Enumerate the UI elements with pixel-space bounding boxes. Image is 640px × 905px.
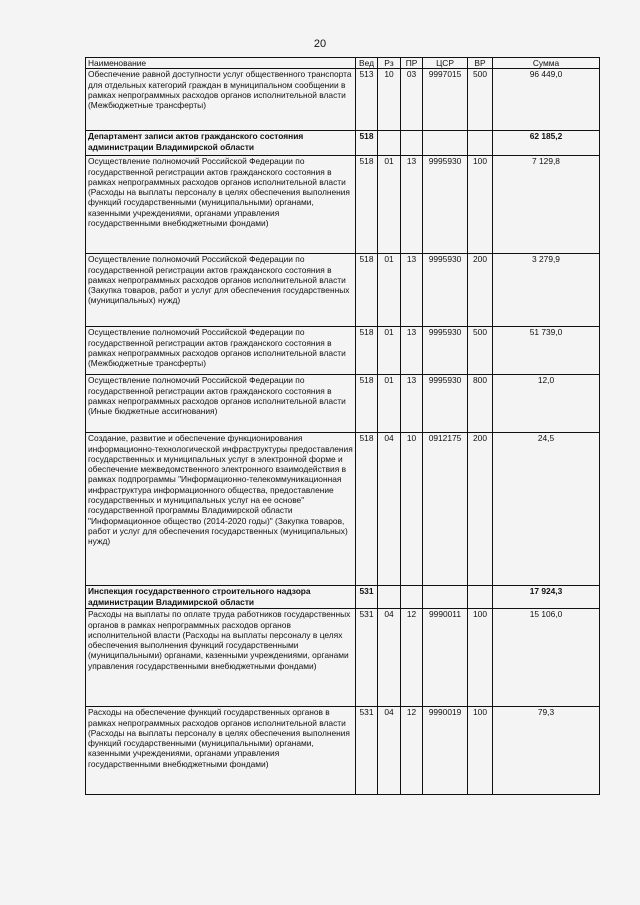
row-vr: 100 xyxy=(468,707,493,795)
row-pr: 12 xyxy=(401,707,423,795)
row-vr: 200 xyxy=(468,254,493,327)
row-vr xyxy=(468,586,493,609)
budget-table xyxy=(85,57,600,795)
table-row xyxy=(86,375,600,433)
table-row xyxy=(86,707,600,795)
row-sum: 96 449,0 xyxy=(493,69,600,131)
row-pr: 10 xyxy=(401,433,423,586)
row-csr xyxy=(423,131,468,156)
row-rz: 04 xyxy=(378,609,401,707)
row-sum: 15 106,0 xyxy=(493,609,600,707)
row-pr: 13 xyxy=(401,375,423,433)
row-rz xyxy=(378,131,401,156)
row-ved: 518 xyxy=(356,254,378,327)
row-vr: 800 xyxy=(468,375,493,433)
row-name: Департамент записи актов гражданского состояния администрации Владимирской области xyxy=(86,131,356,156)
row-csr: 9995930 xyxy=(423,375,468,433)
table-row xyxy=(86,131,600,156)
row-vr: 200 xyxy=(468,433,493,586)
table-row xyxy=(86,327,600,375)
row-rz: 01 xyxy=(378,375,401,433)
row-rz: 04 xyxy=(378,707,401,795)
table-row xyxy=(86,586,600,609)
row-ved: 518 xyxy=(356,327,378,375)
row-sum: 79,3 xyxy=(493,707,600,795)
row-rz: 01 xyxy=(378,156,401,254)
row-pr: 13 xyxy=(401,156,423,254)
row-pr xyxy=(401,131,423,156)
page-number: 20 xyxy=(313,38,327,50)
row-name: Обеспечение равной доступности услуг общественного транспорта для отдельных категорий граждан в муниципальном сообщении в рамках непрограммных расходов органов исполнительной власти (Межбюджетные трансферты) xyxy=(86,69,356,131)
row-csr: 9995930 xyxy=(423,156,468,254)
row-ved: 531 xyxy=(356,609,378,707)
header-csr: ЦСР xyxy=(423,58,468,69)
row-rz: 10 xyxy=(378,69,401,131)
row-vr: 100 xyxy=(468,156,493,254)
row-csr xyxy=(423,586,468,609)
table-row xyxy=(86,254,600,327)
row-vr: 500 xyxy=(468,327,493,375)
row-sum: 62 185,2 xyxy=(493,131,600,156)
row-ved: 518 xyxy=(356,375,378,433)
header-rz: Рз xyxy=(378,58,401,69)
header-pr: ПР xyxy=(401,58,423,69)
header-ved: Вед xyxy=(356,58,378,69)
row-vr xyxy=(468,131,493,156)
row-ved: 531 xyxy=(356,707,378,795)
row-ved: 513 xyxy=(356,69,378,131)
row-csr: 9997015 xyxy=(423,69,468,131)
row-pr: 12 xyxy=(401,609,423,707)
row-name: Осуществление полномочий Российской Федерации по государственной регистрации актов гражданского состояния в рамках непрограммных расходов органов исполнительной власти (Иные бюджетные ассигнования) xyxy=(86,375,356,433)
row-csr: 0912175 xyxy=(423,433,468,586)
row-ved: 531 xyxy=(356,586,378,609)
row-rz xyxy=(378,586,401,609)
row-name: Осуществление полномочий Российской Федерации по государственной регистрации актов гражданского состояния в рамках непрограммных расходов органов исполнительной власти (Межбюджетные трансферты) xyxy=(86,327,356,375)
row-sum: 12,0 xyxy=(493,375,600,433)
row-name: Расходы на обеспечение функций государственных органов в рамках непрограммных расходов органов исполнительной власти (Расходы на выплаты персоналу в целях обеспечения выполнения функций государственными (муниципальными) органами, казенными учреждениями, органами управления государственными внебюджетными фондами) xyxy=(86,707,356,795)
row-sum: 24,5 xyxy=(493,433,600,586)
table-header-row xyxy=(86,58,600,69)
row-sum: 17 924,3 xyxy=(493,586,600,609)
row-sum: 3 279,9 xyxy=(493,254,600,327)
row-pr: 13 xyxy=(401,327,423,375)
table-row xyxy=(86,69,600,131)
row-name: Осуществление полномочий Российской Федерации по государственной регистрации актов гражданского состояния в рамках непрограммных расходов органов исполнительной власти (Расходы на выплаты персоналу в целях обеспечения выполнения функций государственными (муниципальными) органами, казенными учреждениями, органами управления государственными внебюджетными фондами) xyxy=(86,156,356,254)
row-csr: 9990011 xyxy=(423,609,468,707)
header-sum: Сумма xyxy=(493,58,600,69)
row-rz: 01 xyxy=(378,327,401,375)
header-name: Наименование xyxy=(86,58,356,69)
row-ved: 518 xyxy=(356,131,378,156)
row-rz: 01 xyxy=(378,254,401,327)
table-row xyxy=(86,156,600,254)
row-ved: 518 xyxy=(356,156,378,254)
header-vr: ВР xyxy=(468,58,493,69)
row-csr: 9995930 xyxy=(423,327,468,375)
row-name: Создание, развитие и обеспечение функционирования информационно-технологической инфраструктуры предоставления государственных и муниципальных услуг в электронной форме и обеспечение межведомственного электронного взаимодействия в рамках подпрограммы "Информационно-телекоммуникационная инфраструктура информационного общества, предоставление государственных и муниципальных услуг на ее основе" государственной программы Владимирской области "Информационное общество (2014-2020 годы)" (Закупка товаров, работ и услуг для обеспечения государственных (муниципальных) нужд) xyxy=(86,433,356,586)
row-csr: 9990019 xyxy=(423,707,468,795)
row-rz: 04 xyxy=(378,433,401,586)
row-sum: 51 739,0 xyxy=(493,327,600,375)
row-pr: 03 xyxy=(401,69,423,131)
row-pr: 13 xyxy=(401,254,423,327)
row-ved: 518 xyxy=(356,433,378,586)
table-row xyxy=(86,433,600,586)
row-vr: 500 xyxy=(468,69,493,131)
row-pr xyxy=(401,586,423,609)
row-name: Осуществление полномочий Российской Федерации по государственной регистрации актов гражданского состояния в рамках непрограммных расходов органов исполнительной власти (Закупка товаров, работ и услуг для обеспечения государственных (муниципальных) нужд) xyxy=(86,254,356,327)
row-sum: 7 129,8 xyxy=(493,156,600,254)
row-name: Инспекция государственного строительного надзора администрации Владимирской области xyxy=(86,586,356,609)
row-vr: 100 xyxy=(468,609,493,707)
table-row xyxy=(86,609,600,707)
row-csr: 9995930 xyxy=(423,254,468,327)
row-name: Расходы на выплаты по оплате труда работников государственных органов в рамках непрограммных расходов органов исполнительной власти (Расходы на выплаты персоналу в целях обеспечения выполнения функций государственными (муниципальными) органами, казенными учреждениями, органами управления государственными внебюджетными фондами) xyxy=(86,609,356,707)
